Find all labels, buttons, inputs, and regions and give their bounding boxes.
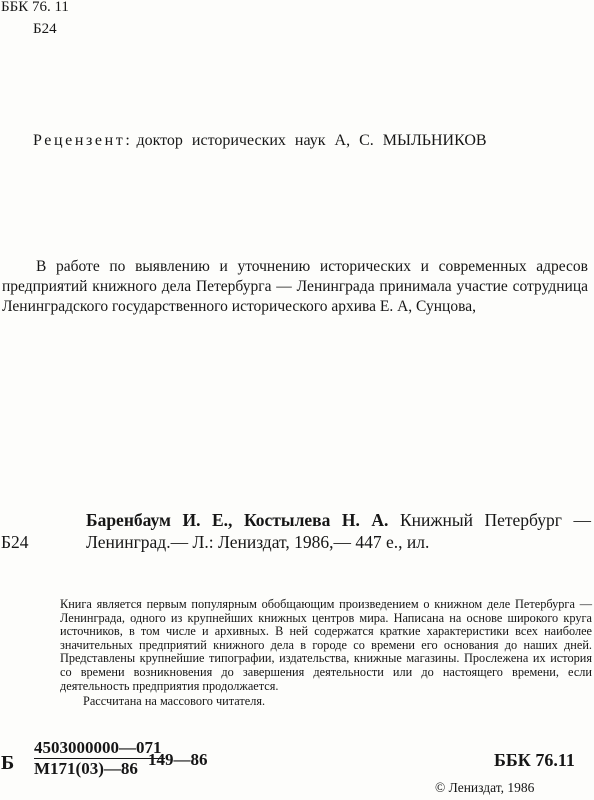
copyright-notice: © Лениздат, 1986 bbox=[435, 780, 535, 795]
classification-line bbox=[0, 738, 594, 778]
bibliographic-body bbox=[86, 509, 591, 553]
reviewer-label: Рецензент: bbox=[33, 132, 133, 149]
bibliographic-details: Книжный Петербург — Ленинград.— Л.: Лениздат, 1986,— 447 е., ил. bbox=[86, 510, 592, 552]
author-code-top: Б24 bbox=[33, 21, 57, 37]
reviewer-line bbox=[33, 131, 487, 151]
annotation-text: Книга является первым популярным обобщающим произведением о книжном деле Петербурга — Ленинграда, одного из крупнейших книжных центров мира. Написана на основе широкого круга источников, в том числе и архивных. В ней содержатся краткие характеристики всех наиболее значительных предприятий книжного дела в городе со времени его основания до наших дней. Представлены крупнейшие типографии, издательства, книжные магазины. Прослежена их история со времени возникновения до завершения деятельности или до настоящего времени, если деятельность предприятия продолжается. bbox=[60, 597, 592, 693]
classification-number: 149—86 bbox=[148, 750, 208, 769]
classification-letter: Б bbox=[1, 752, 15, 774]
annotation bbox=[60, 598, 592, 709]
classification-fraction bbox=[34, 738, 165, 779]
bbk-index-bottom: ББК 76.11 bbox=[494, 750, 575, 770]
reviewer-name: доктор исторических наук А, С. МЫЛЬНИКОВ bbox=[136, 132, 487, 149]
bibliographic-code: Б24 bbox=[1, 532, 29, 552]
classification-denominator: М171(03)—86 bbox=[34, 759, 138, 778]
bbk-index-top: ББК 76. 11 bbox=[1, 0, 69, 15]
bibliographic-authors: Баренбаум И. Е., Костылева Н. А. bbox=[86, 510, 389, 530]
annotation-audience: Рассчитана на массового читателя. bbox=[83, 694, 266, 709]
classification-numerator: 4503000000—071 bbox=[34, 738, 165, 759]
acknowledgement-text: В работе по выявлению и уточнению исторических и современных адресов предприятий книжного дела Петербурга — Ленинграда принимала участие сотрудница Ленинградского государственного исторического архива Е. А, Сунцова, bbox=[2, 258, 588, 315]
acknowledgement-paragraph bbox=[2, 257, 588, 317]
